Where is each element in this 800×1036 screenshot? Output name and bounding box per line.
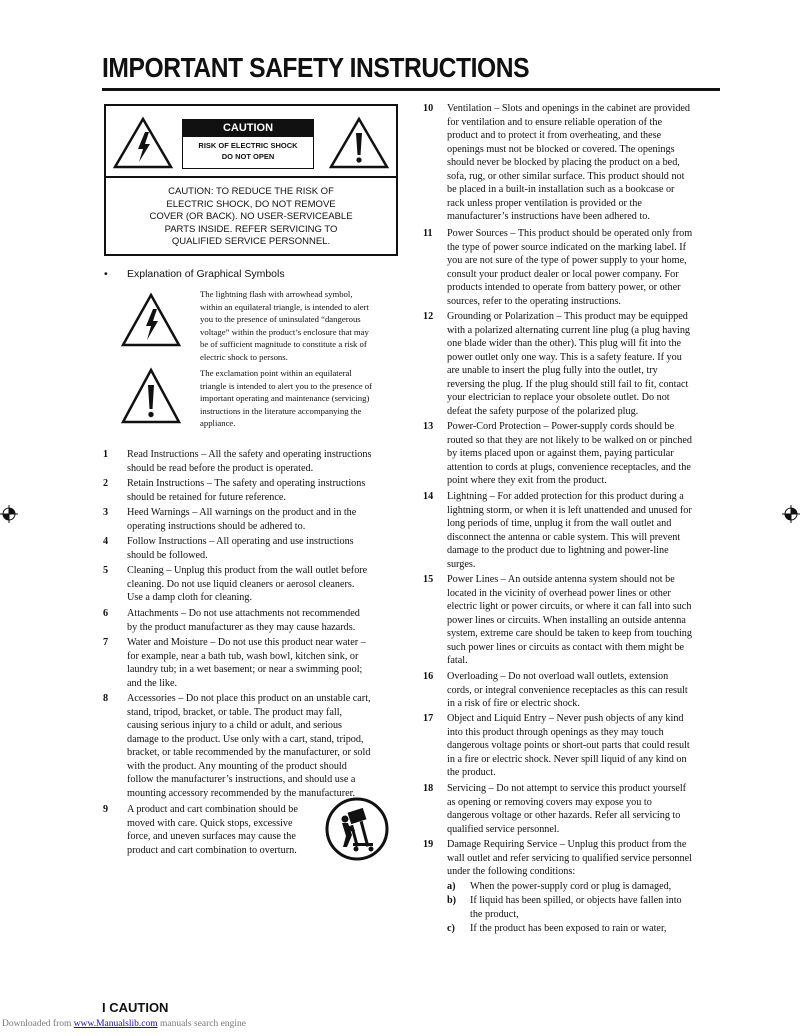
condition-letter: a)	[447, 881, 456, 892]
text-line: should be followed.	[127, 549, 208, 561]
text-line: operating instructions should be adhered to.	[127, 520, 306, 532]
item-text	[127, 506, 405, 533]
text-line: dangerous voltage or other hazards. Refer all servicing to	[447, 810, 681, 821]
risk-line: RISK OF ELECTRIC SHOCK	[198, 141, 298, 150]
text-line: be of sufficient magnitude to constitute a risk of	[200, 339, 367, 349]
text-line: voltage” within the product’s enclosure that may	[200, 326, 369, 337]
item-text	[127, 535, 405, 562]
text-line: bracket, or table recommended by the manufacturer, or sold	[127, 747, 371, 758]
risk-line: DO NOT OPEN	[221, 152, 275, 161]
item-text	[447, 227, 723, 308]
text-line: Heed Warnings – All warnings on the product and in the	[127, 507, 357, 518]
text-line: the type of power source indicated on the marking label. If	[447, 241, 687, 253]
item-text	[447, 102, 723, 224]
text-line: one blade wider than the other). This plug will fit into the	[447, 338, 682, 349]
text-line: reversing the plug. If the plug should still fail to fit, contact	[447, 378, 689, 390]
text-line: Read Instructions – All the safety and operating instructions	[127, 449, 372, 460]
text-line: appliance.	[200, 418, 236, 428]
cart-tipover-warning-icon	[325, 797, 389, 861]
text-line: you to the presence of uninsulated “dangerous	[200, 314, 361, 324]
text-line: Use a damp cloth for cleaning.	[127, 592, 253, 603]
text-line: damage to the product due to lightning and power-line	[447, 545, 669, 556]
text-line: laundry tub; in a wet basement; or near a swimming pool;	[127, 664, 363, 675]
text-line: rack unless proper ventilation is provided or the	[447, 197, 642, 209]
manualslib-link[interactable]: www.Manualslib.com	[73, 1019, 158, 1029]
text-line: products intended to operate from battery power, or other	[447, 282, 681, 293]
text-line: attention to cords at plugs, convenience receptacles, and the	[447, 461, 691, 473]
text-line: be placed in a built-in installation such as a bookcase or	[447, 184, 675, 195]
item-text	[127, 803, 327, 857]
text-line: system, extreme care should be taken to keep from touching	[447, 628, 692, 639]
condition-letter: c)	[447, 923, 455, 934]
text-line: into this product through openings as they may touch	[447, 726, 664, 738]
caution-box	[104, 104, 398, 256]
download-suffix: manuals search engine	[157, 1019, 246, 1029]
registration-mark-icon	[0, 505, 18, 523]
text-line: manufacturer’s instructions have been adhered to.	[447, 211, 650, 222]
item-number: 15	[423, 574, 434, 585]
text-line: Retain Instructions – The safety and operating instructions	[127, 478, 366, 489]
item-text	[127, 564, 405, 605]
text-line: power lines or circuits. When installing an outside antenna	[447, 614, 686, 626]
text-line: your electrician to replace your obsolete outlet. Do not	[447, 392, 670, 403]
item-text	[127, 477, 405, 504]
text-line: surges.	[447, 558, 476, 570]
item-number: 7	[103, 637, 109, 648]
condition-text	[470, 922, 720, 936]
text-line: Damage Requiring Service – Unplug this product from the	[447, 839, 687, 850]
item-text	[127, 448, 405, 475]
condition-text	[470, 894, 720, 921]
item-number: 13	[423, 421, 434, 432]
text-line: under the following conditions:	[447, 866, 576, 877]
text-line: If liquid has been spilled, or objects have fallen into	[470, 895, 682, 906]
item-text	[447, 310, 723, 418]
warning-line: CAUTION: TO REDUCE THE RISK OF	[168, 186, 334, 197]
bullet: •	[104, 268, 108, 280]
item-number: 5	[103, 565, 109, 576]
registration-mark-icon	[782, 505, 800, 523]
text-line: Power-Cord Protection – Power-supply cords should be	[447, 421, 675, 432]
title-rule	[102, 88, 720, 91]
text-line: by the product manufacturer as they may cause hazards.	[127, 621, 356, 633]
text-line: cords, or integral convenience receptacles as this can result	[447, 684, 688, 696]
text-line: cleaning. Do not use liquid cleaners or aerosol cleaners.	[127, 578, 355, 590]
text-line: lightning storm, or when it is left unattended and unused for	[447, 504, 692, 516]
text-line: If the product has been exposed to rain or water,	[470, 923, 667, 934]
item-text	[447, 838, 723, 879]
item-number: 19	[423, 839, 434, 850]
text-line: electric shock to persons.	[200, 351, 288, 362]
text-line: Lightning – For added protection for this product during a	[447, 491, 684, 502]
item-text	[127, 607, 405, 634]
item-number: 11	[423, 228, 433, 239]
text-line: long periods of time, unplug it from the wall outlet and	[447, 518, 672, 529]
text-line: mounting accessory recommended by the manufacturer.	[127, 787, 356, 799]
text-line: Water and Moisture – Do not use this product near water –	[127, 637, 366, 648]
text-line: force, and uneven surfaces may cause the	[127, 831, 296, 842]
item-text	[447, 490, 723, 571]
text-line: A product and cart combination should be	[127, 804, 298, 815]
warning-line: COVER (OR BACK). NO USER-SERVICEABLE	[149, 211, 353, 222]
lightning-triangle-icon	[112, 116, 174, 170]
text-line: for example, near a bath tub, wash bowl, kitchen sink, or	[127, 650, 359, 662]
text-line: should never be blocked by placing the product on a bed,	[447, 157, 680, 168]
lightning-triangle-icon	[120, 292, 182, 348]
text-line: for ventilation and to ensure reliable operation of the	[447, 116, 662, 128]
text-line: Power Lines – An outside antenna system should not be	[447, 574, 675, 585]
text-line: Overloading – Do not overload wall outlets, extension	[447, 671, 669, 682]
exclamation-triangle-icon	[328, 116, 390, 170]
text-line: the product.	[447, 767, 496, 778]
text-line: follow the manufacturer’s instructions, and should use a	[127, 774, 356, 785]
text-line: are unable to insert the plug fully into the outlet, try	[447, 365, 658, 376]
item-text	[447, 573, 723, 668]
text-line: by items placed upon or against them, paying particular	[447, 448, 674, 459]
item-number: 2	[103, 478, 109, 489]
footer-section-label: I CAUTION	[102, 1000, 169, 1015]
text-line: dangerous voltage points or short-out parts that could result	[447, 740, 690, 751]
text-line: electric light or power circuits, or where it can fall into such	[447, 601, 692, 612]
warning-line: QUALIFIED SERVICE PERSONNEL.	[171, 236, 331, 247]
text-line: with a polarized alternating current line plug (a plug having	[447, 324, 691, 336]
text-line: Servicing – Do not attempt to service this product yourself	[447, 783, 687, 794]
condition-text	[470, 880, 720, 894]
text-line: consult your product dealer or local power company. For	[447, 268, 679, 280]
item-number: 4	[103, 536, 109, 547]
text-line: product and to protect it from overheating, and these	[447, 130, 662, 141]
warning-line: PARTS INSIDE. REFER SERVICING TO	[164, 223, 338, 235]
text-line: sources, refer to the operating instructions.	[447, 295, 621, 307]
condition-letter: b)	[447, 895, 457, 906]
text-line: Power Sources – This product should be operated only from	[447, 228, 693, 239]
text-line: The lightning flash with arrowhead symbol,	[200, 289, 353, 299]
item-text	[447, 712, 723, 780]
text-line: the product,	[470, 908, 519, 920]
item-number: 17	[423, 713, 434, 724]
item-number: 14	[423, 491, 434, 502]
exclamation-explanation	[200, 367, 398, 430]
warning-line: ELECTRIC SHOCK, DO NOT REMOVE	[166, 198, 336, 210]
item-number: 1	[103, 449, 109, 460]
text-line: instructions in the literature accompanying the	[200, 405, 362, 416]
item-text	[447, 782, 723, 836]
text-line: in a risk of fire or electric shock.	[447, 698, 580, 709]
caution-label-panel	[182, 119, 314, 169]
text-line: stand, tripod, bracket, or table. The product may fall,	[127, 706, 343, 718]
text-line: within an equilateral triangle, is intended to alert	[200, 301, 369, 312]
text-line: fatal.	[447, 655, 468, 666]
text-line: damage to the product. Use only with a cart, stand, tripod,	[127, 733, 364, 745]
text-line: The exclamation point within an equilateral	[200, 368, 352, 378]
text-line: causing serious injury to a child or adult, and serious	[127, 720, 343, 731]
text-line: Cleaning – Unplug this product from the wall outlet before	[127, 565, 368, 576]
text-line: such power lines or circuits as contact with them might be	[447, 641, 685, 653]
text-line: Accessories – Do not place this product on an unstable cart,	[127, 693, 371, 704]
item-number: 8	[103, 693, 109, 704]
item-text	[127, 692, 405, 800]
caution-warning-text	[106, 186, 396, 249]
caution-header: CAUTION	[183, 120, 313, 137]
text-line: Ventilation – Slots and openings in the cabinet are provided	[447, 103, 691, 114]
text-line: Follow Instructions – All operating and use instructions	[127, 536, 354, 547]
text-line: and the like.	[127, 677, 178, 689]
download-note	[2, 1019, 246, 1029]
text-line: defeat the safety purpose of the polarized plug.	[447, 405, 639, 417]
item-number: 9	[103, 804, 109, 815]
text-line: located in the vicinity of overhead power lines or other	[447, 587, 671, 599]
text-line: wall outlet and refer servicing to qualified service personnel	[447, 852, 692, 864]
text-line: should be read before the product is operated.	[127, 462, 314, 474]
text-line: product and cart combination to overturn.	[127, 844, 297, 856]
text-line: disconnect the antenna or cable system. This will prevent	[447, 531, 681, 543]
text-line: power outlet only one way. This is a safety feature. If you	[447, 351, 682, 363]
text-line: openings must not be blocked or covered. The openings	[447, 143, 675, 155]
item-text	[447, 670, 723, 711]
text-line: When the power-supply cord or plug is damaged,	[470, 881, 672, 892]
text-line: qualified service personnel.	[447, 823, 560, 835]
text-line: should be retained for future reference.	[127, 491, 286, 503]
text-line: with the product. Any mounting of the product should	[127, 760, 347, 772]
page-title: IMPORTANT SAFETY INSTRUCTIONS	[102, 52, 530, 83]
text-line: in a fire or electric shock. Never spill liquid of any kind on	[447, 753, 687, 765]
text-line: moved with care. Quick stops, excessive	[127, 817, 293, 829]
item-number: 10	[423, 103, 434, 114]
text-line: Object and Liquid Entry – Never push objects of any kind	[447, 713, 684, 724]
text-line: Attachments – Do not use attachments not recommended	[127, 608, 360, 619]
text-line: triangle is intended to alert you to the presence of	[200, 380, 373, 391]
item-text	[127, 636, 405, 690]
download-prefix: Downloaded from	[2, 1019, 74, 1029]
item-number: 16	[423, 671, 434, 682]
item-text	[447, 420, 723, 488]
lightning-explanation	[200, 288, 398, 363]
text-line: you are not sure of the type of power supply to your home,	[447, 255, 687, 266]
explanation-heading: Explanation of Graphical Symbols	[127, 268, 285, 280]
exclamation-triangle-icon	[120, 367, 182, 425]
item-number: 12	[423, 311, 434, 322]
text-line: routed so that they are not likely to be walked on or pinched	[447, 434, 692, 446]
text-line: point where they exit from the product.	[447, 475, 607, 486]
text-line: Grounding or Polarization – This product may be equipped	[447, 311, 688, 322]
text-line: sofa, rug, or other similar surface. This product should not	[447, 170, 685, 182]
item-number: 18	[423, 783, 434, 794]
item-number: 6	[103, 608, 109, 619]
item-number: 3	[103, 507, 109, 518]
text-line: important operating and maintenance (servicing)	[200, 393, 370, 403]
caution-box-top	[106, 106, 396, 178]
text-line: as opening or removing covers may expose you to	[447, 796, 652, 808]
